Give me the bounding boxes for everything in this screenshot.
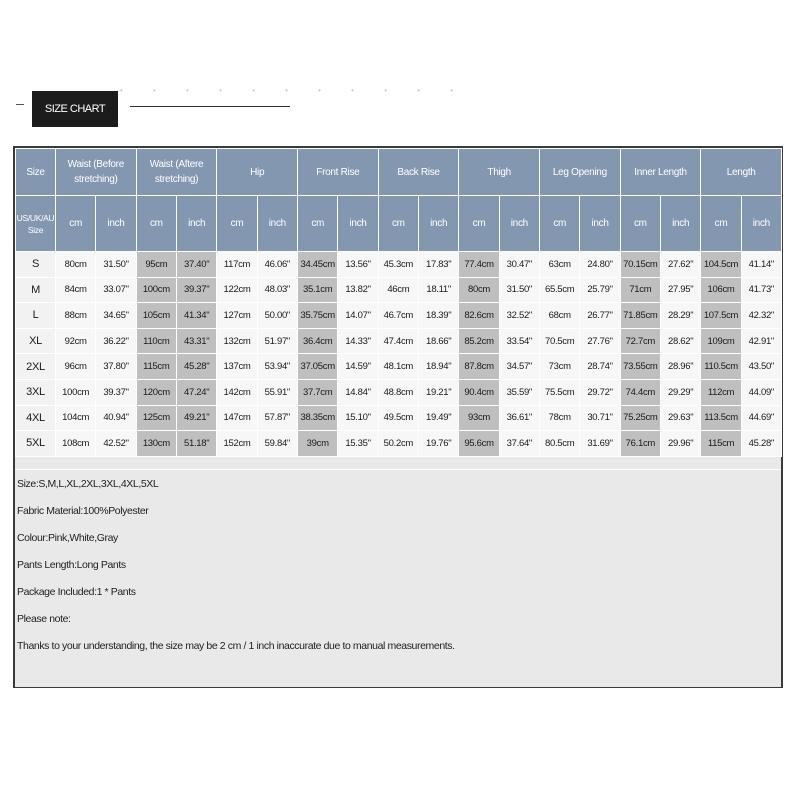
cell-cm: 39cm xyxy=(298,431,338,457)
cell-inch: 15.35" xyxy=(338,431,378,457)
unit-cm-header: cm xyxy=(298,196,338,252)
note-line: Fabric Material:100%Polyester xyxy=(17,505,149,517)
cell-inch: 29.63" xyxy=(661,405,701,431)
cell-cm: 47.4cm xyxy=(378,328,418,354)
cell-inch: 44.09" xyxy=(741,379,781,405)
cell-cm: 90.4cm xyxy=(459,379,499,405)
cell-cm: 63cm xyxy=(540,252,580,278)
cell-inch: 34.57" xyxy=(499,354,539,380)
cell-inch: 29.96" xyxy=(661,431,701,457)
cell-inch: 13.82" xyxy=(338,277,378,303)
cell-inch: 18.11" xyxy=(419,277,459,303)
cell-cm: 36.4cm xyxy=(298,328,338,354)
cell-inch: 35.59" xyxy=(499,379,539,405)
cell-cm: 95cm xyxy=(136,252,176,278)
cell-cm: 125cm xyxy=(136,405,176,431)
cell-cm: 115cm xyxy=(701,431,741,457)
size-chart-banner xyxy=(0,0,800,140)
cell-cm: 76.1cm xyxy=(620,431,660,457)
cell-inch: 36.22" xyxy=(96,328,136,354)
cell-cm: 117cm xyxy=(217,252,257,278)
cell-cm: 100cm xyxy=(136,277,176,303)
cell-inch: 50.00" xyxy=(257,303,297,329)
unit-cm-header: cm xyxy=(378,196,418,252)
cell-inch: 19.49" xyxy=(419,405,459,431)
cell-inch: 43.50" xyxy=(741,354,781,380)
col-header: Front Rise xyxy=(298,149,379,196)
unit-inch-header: inch xyxy=(257,196,297,252)
col-header: Leg Opening xyxy=(540,149,621,196)
cell-cm: 104.5cm xyxy=(701,252,741,278)
unit-cm-header: cm xyxy=(459,196,499,252)
note-line: Please note: xyxy=(17,613,71,625)
header-row-measurements xyxy=(16,149,782,196)
cell-inch: 41.34" xyxy=(177,303,217,329)
cell-inch: 40.94" xyxy=(96,405,136,431)
cell-cm: 96cm xyxy=(56,354,96,380)
unit-cm-header: cm xyxy=(136,196,176,252)
cell-inch: 45.28" xyxy=(177,354,217,380)
cell-cm: 37.7cm xyxy=(298,379,338,405)
cell-inch: 45.28" xyxy=(741,431,781,457)
cell-inch: 18.66" xyxy=(419,328,459,354)
cell-inch: 14.84" xyxy=(338,379,378,405)
cell-cm: 34.45cm xyxy=(298,252,338,278)
cell-inch: 37.80" xyxy=(96,354,136,380)
cell-cm: 45.3cm xyxy=(378,252,418,278)
cell-inch: 39.37" xyxy=(96,379,136,405)
cell-cm: 92cm xyxy=(56,328,96,354)
cell-cm: 110cm xyxy=(136,328,176,354)
table-row xyxy=(16,328,782,354)
col-header: Waist (Before stretching) xyxy=(56,149,137,196)
cell-cm: 80cm xyxy=(459,277,499,303)
cell-inch: 33.07" xyxy=(96,277,136,303)
cell-inch: 19.21" xyxy=(419,379,459,405)
size-label: 5XL xyxy=(16,431,56,457)
cell-cm: 35.75cm xyxy=(298,303,338,329)
cell-inch: 28.29" xyxy=(661,303,701,329)
cell-inch: 31.69" xyxy=(580,431,620,457)
cell-cm: 87.8cm xyxy=(459,354,499,380)
cell-cm: 137cm xyxy=(217,354,257,380)
size-label: M xyxy=(16,277,56,303)
table-row xyxy=(16,303,782,329)
cell-cm: 108cm xyxy=(56,431,96,457)
cell-cm: 70.5cm xyxy=(540,328,580,354)
cell-cm: 127cm xyxy=(217,303,257,329)
unit-inch-header: inch xyxy=(580,196,620,252)
unit-inch-header: inch xyxy=(499,196,539,252)
cell-inch: 37.40" xyxy=(177,252,217,278)
cell-cm: 110.5cm xyxy=(701,354,741,380)
cell-cm: 122cm xyxy=(217,277,257,303)
cell-inch: 13.56" xyxy=(338,252,378,278)
cell-cm: 80cm xyxy=(56,252,96,278)
cell-inch: 55.91" xyxy=(257,379,297,405)
cell-inch: 42.52" xyxy=(96,431,136,457)
cell-cm: 38.35cm xyxy=(298,405,338,431)
cell-inch: 14.59" xyxy=(338,354,378,380)
cell-inch: 44.69" xyxy=(741,405,781,431)
table-row xyxy=(16,405,782,431)
size-label: 4XL xyxy=(16,405,56,431)
unit-inch-header: inch xyxy=(96,196,136,252)
cell-cm: 113.5cm xyxy=(701,405,741,431)
cell-cm: 80.5cm xyxy=(540,431,580,457)
cell-cm: 130cm xyxy=(136,431,176,457)
cell-inch: 37.64" xyxy=(499,431,539,457)
cell-inch: 31.50" xyxy=(499,277,539,303)
cell-inch: 24.80" xyxy=(580,252,620,278)
table-row xyxy=(16,354,782,380)
cell-cm: 48.8cm xyxy=(378,379,418,405)
size-chart-frame xyxy=(13,146,783,688)
cell-cm: 50.2cm xyxy=(378,431,418,457)
cell-cm: 74.4cm xyxy=(620,379,660,405)
size-chart-label: SIZE CHART xyxy=(32,91,118,127)
product-notes xyxy=(15,469,781,687)
size-chart-table xyxy=(15,148,782,457)
cell-cm: 46cm xyxy=(378,277,418,303)
cell-inch: 14.33" xyxy=(338,328,378,354)
cell-cm: 106cm xyxy=(701,277,741,303)
cell-cm: 84cm xyxy=(56,277,96,303)
cell-inch: 18.39" xyxy=(419,303,459,329)
cell-inch: 14.07" xyxy=(338,303,378,329)
cell-cm: 105cm xyxy=(136,303,176,329)
cell-cm: 71cm xyxy=(620,277,660,303)
unit-inch-header: inch xyxy=(338,196,378,252)
col-header: Thigh xyxy=(459,149,540,196)
cell-cm: 100cm xyxy=(56,379,96,405)
cell-inch: 51.18" xyxy=(177,431,217,457)
cell-inch: 26.77" xyxy=(580,303,620,329)
size-label: L xyxy=(16,303,56,329)
cell-cm: 65.5cm xyxy=(540,277,580,303)
cell-cm: 82.6cm xyxy=(459,303,499,329)
cell-inch: 42.91" xyxy=(741,328,781,354)
table-row xyxy=(16,277,782,303)
cell-cm: 70.15cm xyxy=(620,252,660,278)
cell-inch: 19.76" xyxy=(419,431,459,457)
cell-inch: 36.61" xyxy=(499,405,539,431)
cell-cm: 95.6cm xyxy=(459,431,499,457)
cell-cm: 73.55cm xyxy=(620,354,660,380)
unit-cm-header: cm xyxy=(701,196,741,252)
note-line: Package Included:1 * Pants xyxy=(17,586,136,598)
size-label: 3XL xyxy=(16,379,56,405)
cell-inch: 32.52" xyxy=(499,303,539,329)
cell-cm: 104cm xyxy=(56,405,96,431)
cell-cm: 147cm xyxy=(217,405,257,431)
cell-cm: 71.85cm xyxy=(620,303,660,329)
cell-inch: 27.95" xyxy=(661,277,701,303)
cell-inch: 49.21" xyxy=(177,405,217,431)
size-label: XL xyxy=(16,328,56,354)
cell-inch: 27.62" xyxy=(661,252,701,278)
note-line: Colour:Pink,White,Gray xyxy=(17,532,118,544)
note-line: Size:S,M,L,XL,2XL,3XL,4XL,5XL xyxy=(17,478,159,490)
cell-inch: 17.83" xyxy=(419,252,459,278)
cell-cm: 109cm xyxy=(701,328,741,354)
cell-cm: 78cm xyxy=(540,405,580,431)
cell-cm: 48.1cm xyxy=(378,354,418,380)
cell-inch: 51.97" xyxy=(257,328,297,354)
cell-inch: 43.31" xyxy=(177,328,217,354)
cell-cm: 72.7cm xyxy=(620,328,660,354)
banner-lead-line xyxy=(16,104,24,105)
size-label: S xyxy=(16,252,56,278)
decorative-dots: • • • • • • • • • • • xyxy=(120,86,468,95)
cell-cm: 112cm xyxy=(701,379,741,405)
region-size-header: US/UK/AU Size xyxy=(16,196,56,252)
col-header: Hip xyxy=(217,149,298,196)
table-row xyxy=(16,431,782,457)
cell-inch: 28.96" xyxy=(661,354,701,380)
col-header: Back Rise xyxy=(378,149,459,196)
cell-cm: 49.5cm xyxy=(378,405,418,431)
size-label: 2XL xyxy=(16,354,56,380)
cell-inch: 39.37" xyxy=(177,277,217,303)
cell-inch: 48.03" xyxy=(257,277,297,303)
cell-cm: 152cm xyxy=(217,431,257,457)
cell-inch: 28.62" xyxy=(661,328,701,354)
cell-cm: 37.05cm xyxy=(298,354,338,380)
cell-inch: 28.74" xyxy=(580,354,620,380)
unit-cm-header: cm xyxy=(540,196,580,252)
cell-cm: 107.5cm xyxy=(701,303,741,329)
cell-cm: 77.4cm xyxy=(459,252,499,278)
cell-inch: 41.73" xyxy=(741,277,781,303)
cell-cm: 35.1cm xyxy=(298,277,338,303)
cell-inch: 27.76" xyxy=(580,328,620,354)
table-row xyxy=(16,252,782,278)
unit-cm-header: cm xyxy=(620,196,660,252)
note-line: Pants Length:Long Pants xyxy=(17,559,126,571)
cell-cm: 120cm xyxy=(136,379,176,405)
note-line: Thanks to your understanding, the size may be 2 cm / 1 inch inaccurate due to manual measurements. xyxy=(17,640,455,652)
cell-inch: 29.29" xyxy=(661,379,701,405)
banner-tail-line xyxy=(130,106,290,107)
cell-cm: 68cm xyxy=(540,303,580,329)
cell-inch: 57.87" xyxy=(257,405,297,431)
table-row xyxy=(16,379,782,405)
cell-cm: 115cm xyxy=(136,354,176,380)
cell-cm: 142cm xyxy=(217,379,257,405)
cell-inch: 34.65" xyxy=(96,303,136,329)
cell-cm: 75.5cm xyxy=(540,379,580,405)
cell-cm: 85.2cm xyxy=(459,328,499,354)
size-header: Size xyxy=(16,149,56,196)
unit-inch-header: inch xyxy=(661,196,701,252)
cell-inch: 46.06" xyxy=(257,252,297,278)
cell-inch: 25.79" xyxy=(580,277,620,303)
cell-inch: 18.94" xyxy=(419,354,459,380)
cell-inch: 31.50" xyxy=(96,252,136,278)
unit-cm-header: cm xyxy=(56,196,96,252)
size-rows xyxy=(16,252,782,457)
cell-inch: 53.94" xyxy=(257,354,297,380)
unit-inch-header: inch xyxy=(741,196,781,252)
header-row-units xyxy=(16,196,782,252)
cell-cm: 132cm xyxy=(217,328,257,354)
cell-inch: 41.14" xyxy=(741,252,781,278)
cell-inch: 59.84" xyxy=(257,431,297,457)
unit-inch-header: inch xyxy=(419,196,459,252)
col-header: Inner Length xyxy=(620,149,701,196)
cell-inch: 29.72" xyxy=(580,379,620,405)
unit-inch-header: inch xyxy=(177,196,217,252)
cell-inch: 33.54" xyxy=(499,328,539,354)
cell-inch: 15.10" xyxy=(338,405,378,431)
col-header: Length xyxy=(701,149,782,196)
cell-inch: 30.47" xyxy=(499,252,539,278)
cell-inch: 42.32" xyxy=(741,303,781,329)
cell-cm: 73cm xyxy=(540,354,580,380)
unit-cm-header: cm xyxy=(217,196,257,252)
col-header: Waist (Aftere stretching) xyxy=(136,149,217,196)
cell-cm: 93cm xyxy=(459,405,499,431)
cell-cm: 46.7cm xyxy=(378,303,418,329)
cell-inch: 47.24" xyxy=(177,379,217,405)
cell-cm: 75.25cm xyxy=(620,405,660,431)
cell-inch: 30.71" xyxy=(580,405,620,431)
cell-cm: 88cm xyxy=(56,303,96,329)
